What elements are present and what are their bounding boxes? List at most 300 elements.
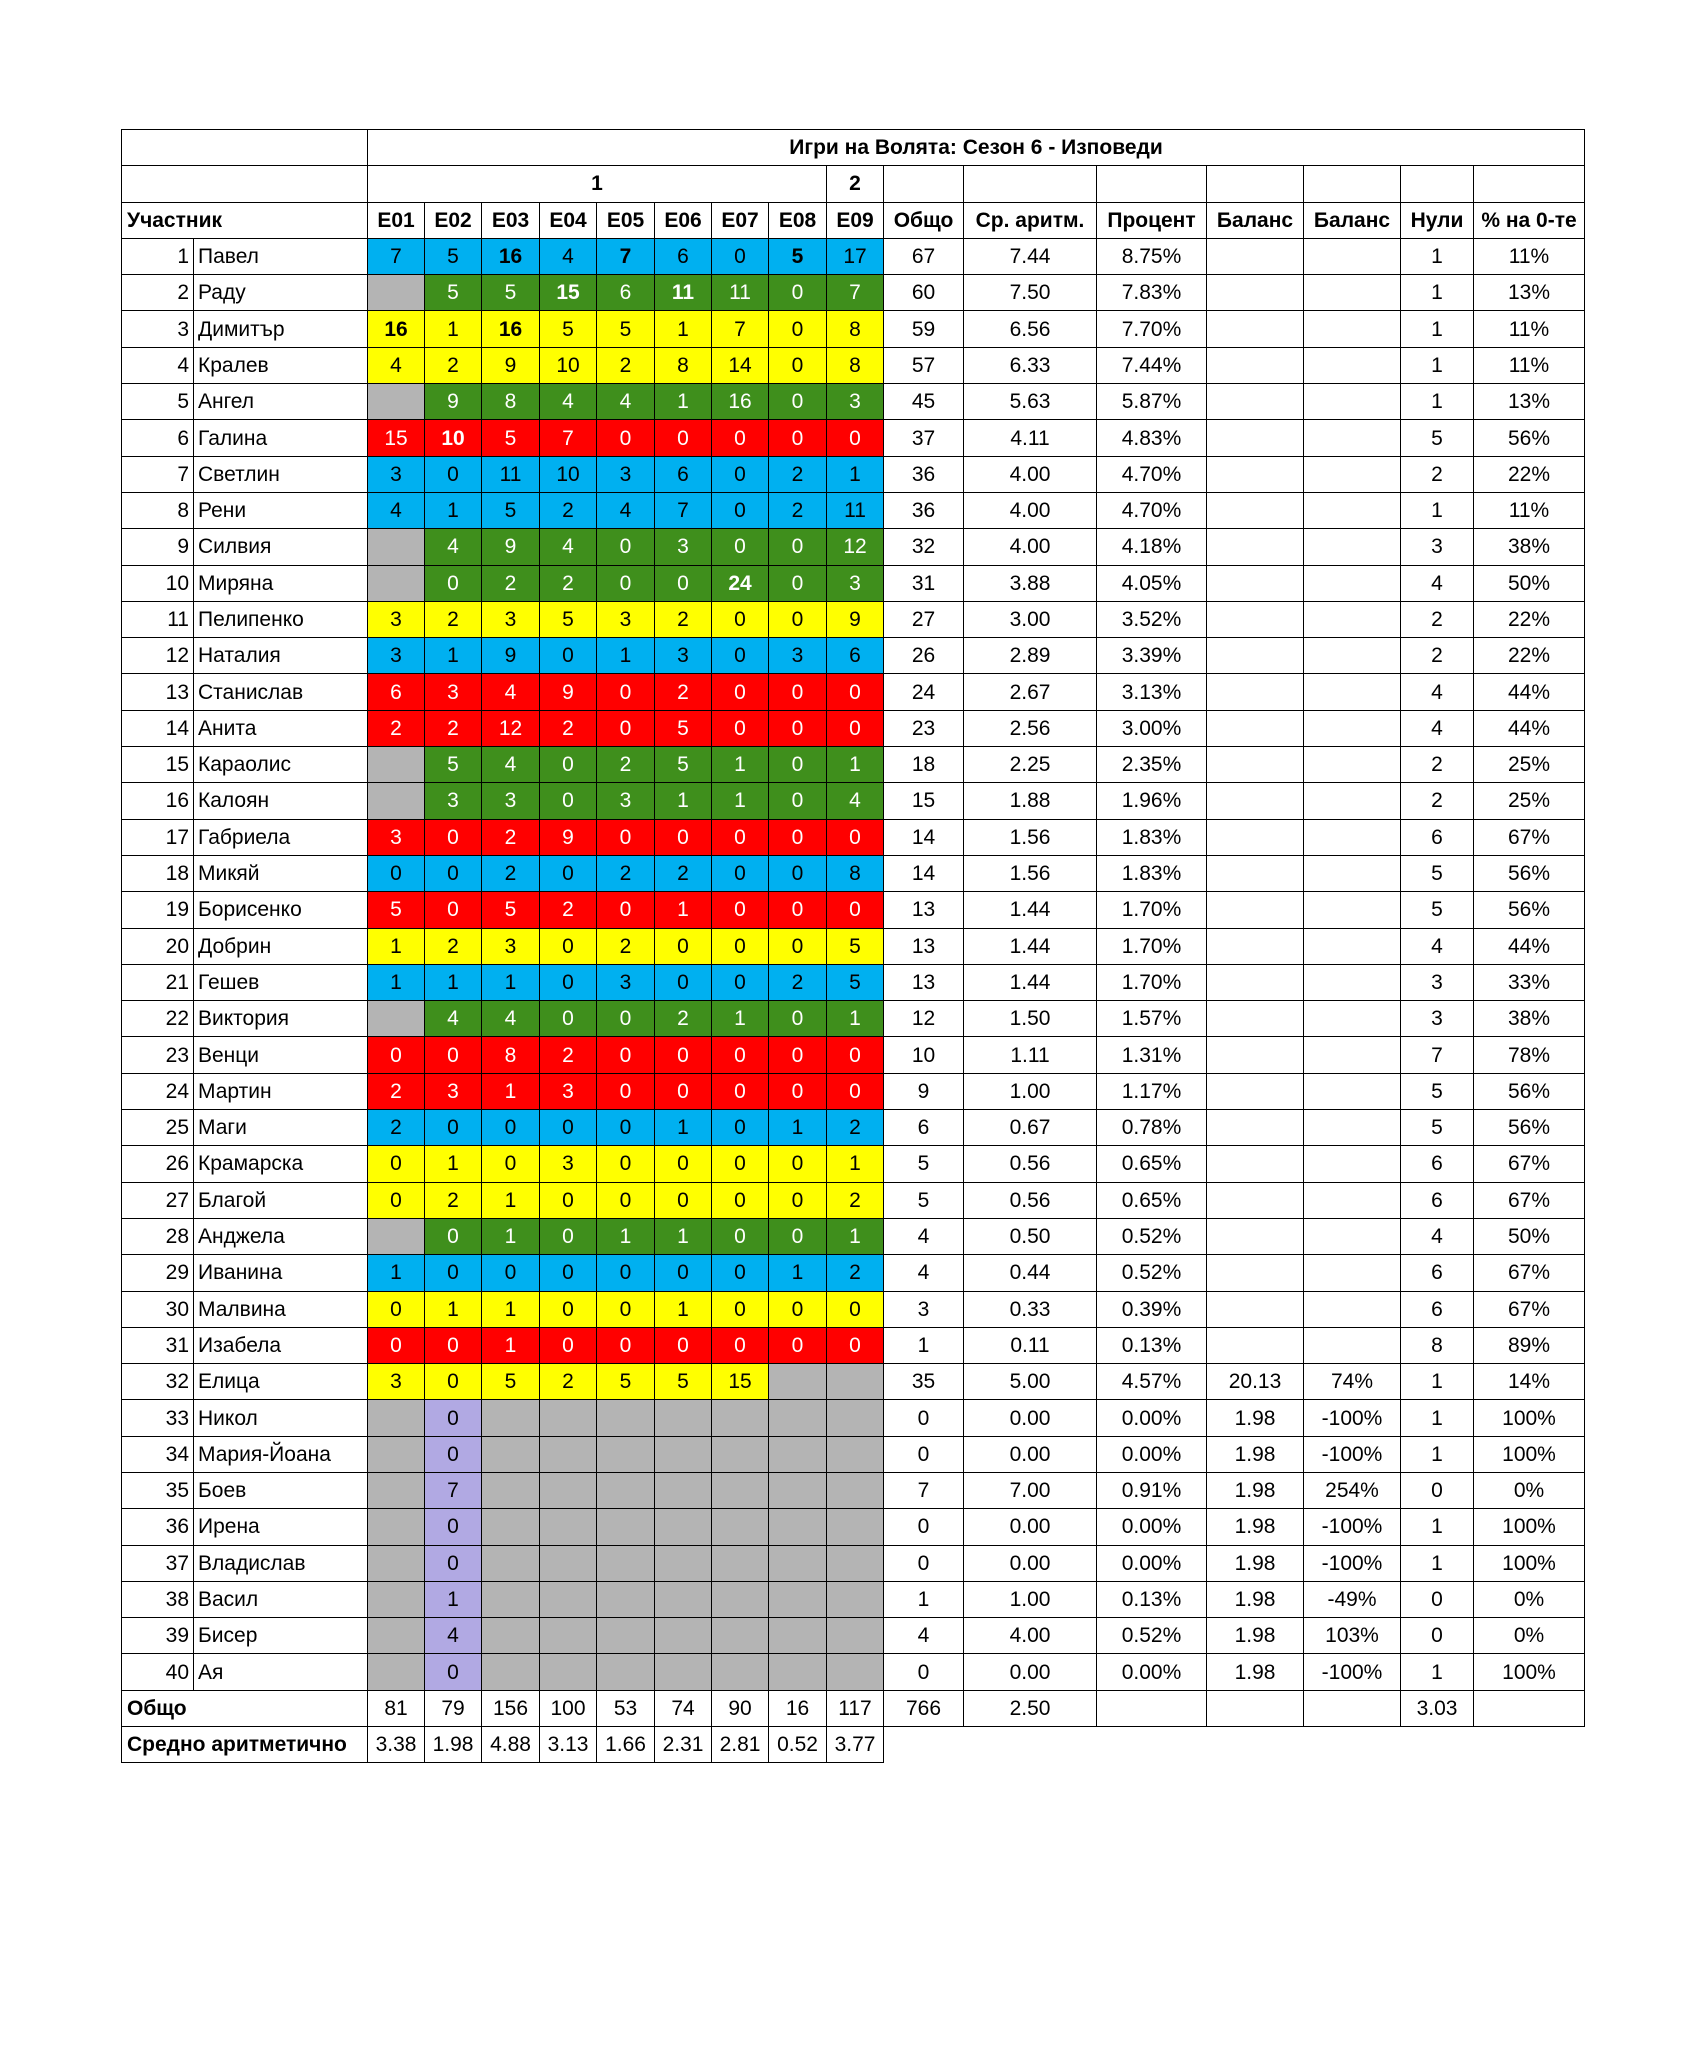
episode-score: 3 [368, 819, 425, 855]
episode-total: 53 [597, 1690, 655, 1726]
row-number: 24 [122, 1073, 194, 1109]
total-cell: 12 [884, 1001, 964, 1037]
zeros-cell: 6 [1401, 1146, 1474, 1182]
episode-score [827, 1472, 884, 1508]
participant-name: Ая [194, 1654, 368, 1690]
episode-score: 0 [368, 1327, 425, 1363]
episode-score: 0 [712, 1037, 769, 1073]
total-cell: 14 [884, 855, 964, 891]
row-number: 8 [122, 492, 194, 528]
episode-score: 10 [540, 456, 597, 492]
header-episode: E08 [769, 202, 827, 238]
episode-score: 0 [425, 892, 482, 928]
zero-percent-cell: 100% [1474, 1545, 1585, 1581]
percent-cell: 1.96% [1097, 783, 1207, 819]
episode-score: 0 [540, 1110, 597, 1146]
average-cell: 0.44 [964, 1255, 1097, 1291]
episode-score: 3 [368, 1364, 425, 1400]
balance-cell [1207, 420, 1304, 456]
episode-score: 2 [425, 347, 482, 383]
group-empty [884, 166, 964, 202]
episode-score: 8 [482, 1037, 540, 1073]
zero-percent-cell: 25% [1474, 783, 1585, 819]
balance-cell [1207, 1001, 1304, 1037]
episode-score: 0 [712, 1327, 769, 1363]
zero-percent-cell: 11% [1474, 347, 1585, 383]
episode-score: 2 [597, 747, 655, 783]
zero-percent-cell: 22% [1474, 456, 1585, 492]
episode-score: 2 [597, 347, 655, 383]
row-number: 14 [122, 710, 194, 746]
episode-score: 0 [425, 1218, 482, 1254]
zero-percent-cell: 56% [1474, 892, 1585, 928]
episode-score: 3 [482, 928, 540, 964]
table-row [122, 529, 1585, 565]
percent-cell: 4.70% [1097, 456, 1207, 492]
episode-score: 3 [597, 456, 655, 492]
episode-score: 0 [712, 819, 769, 855]
total-cell: 1 [884, 1327, 964, 1363]
average-cell: 4.00 [964, 492, 1097, 528]
episode-score: 15 [368, 420, 425, 456]
average-cell: 1.00 [964, 1581, 1097, 1617]
row-number: 10 [122, 565, 194, 601]
average-cell: 0.11 [964, 1327, 1097, 1363]
episode-score: 0 [712, 1146, 769, 1182]
zero-percent-cell: 67% [1474, 1255, 1585, 1291]
episode-average: 3.77 [827, 1727, 884, 1763]
row-number: 3 [122, 311, 194, 347]
episode-score: 17 [827, 238, 884, 274]
participant-name: Крамарска [194, 1146, 368, 1182]
average-cell: 2.89 [964, 638, 1097, 674]
episode-score: 16 [482, 311, 540, 347]
row-number: 7 [122, 456, 194, 492]
participant-name: Елица [194, 1364, 368, 1400]
episode-score: 0 [368, 1291, 425, 1327]
table-row [122, 1364, 1585, 1400]
episode-score: 5 [827, 964, 884, 1000]
episode-score: 1 [655, 384, 712, 420]
episode-score [769, 1618, 827, 1654]
episode-score: 3 [482, 601, 540, 637]
participant-name: Мартин [194, 1073, 368, 1109]
participant-name: Димитър [194, 311, 368, 347]
zeros-cell: 2 [1401, 456, 1474, 492]
table-row [122, 710, 1585, 746]
episode-score: 10 [425, 420, 482, 456]
episode-score: 0 [655, 1255, 712, 1291]
zero-percent-cell: 56% [1474, 420, 1585, 456]
participant-name: Маги [194, 1110, 368, 1146]
episode-score: 3 [540, 1146, 597, 1182]
row-number: 28 [122, 1218, 194, 1254]
episode-score: 2 [769, 964, 827, 1000]
episode-score: 0 [712, 855, 769, 891]
average-cell: 2.25 [964, 747, 1097, 783]
episode-score: 5 [827, 928, 884, 964]
episode-score: 0 [425, 1110, 482, 1146]
episode-score: 2 [655, 1001, 712, 1037]
table-row [122, 783, 1585, 819]
total-cell: 18 [884, 747, 964, 783]
episode-score: 4 [482, 674, 540, 710]
zero-percent-cell: 44% [1474, 674, 1585, 710]
episode-score: 5 [655, 747, 712, 783]
balance-cell: 1.98 [1207, 1436, 1304, 1472]
episode-score: 0 [769, 1182, 827, 1218]
average-cell: 0.33 [964, 1291, 1097, 1327]
episode-score: 2 [482, 855, 540, 891]
zeros-cell: 1 [1401, 238, 1474, 274]
percent-cell: 3.39% [1097, 638, 1207, 674]
zero-percent-cell: 50% [1474, 565, 1585, 601]
episode-score [712, 1436, 769, 1472]
episode-score: 0 [769, 384, 827, 420]
participant-name: Иванина [194, 1255, 368, 1291]
zeros-cell: 4 [1401, 1218, 1474, 1254]
balance-percent-cell [1304, 1146, 1401, 1182]
episode-score: 0 [655, 1037, 712, 1073]
total-cell: 0 [884, 1654, 964, 1690]
header-episode: E02 [425, 202, 482, 238]
percent-cell: 0.13% [1097, 1327, 1207, 1363]
episode-score: 5 [597, 311, 655, 347]
episode-score: 16 [482, 238, 540, 274]
zero-percent-cell: 44% [1474, 928, 1585, 964]
episode-score: 24 [712, 565, 769, 601]
percent-cell: 0.00% [1097, 1509, 1207, 1545]
total-cell: 0 [884, 1436, 964, 1472]
zero-percent-cell: 67% [1474, 1291, 1585, 1327]
episode-score: 5 [482, 275, 540, 311]
episode-score: 4 [425, 1001, 482, 1037]
episode-score: 0 [655, 819, 712, 855]
episode-score: 0 [769, 311, 827, 347]
episode-score [655, 1509, 712, 1545]
episode-score: 8 [827, 347, 884, 383]
zeros-cell: 1 [1401, 492, 1474, 528]
row-number: 2 [122, 275, 194, 311]
table-row [122, 638, 1585, 674]
episode-score: 5 [425, 275, 482, 311]
participant-name: Мария-Йоана [194, 1436, 368, 1472]
balance-cell: 1.98 [1207, 1581, 1304, 1617]
episode-score: 0 [769, 710, 827, 746]
zeros-cell: 6 [1401, 1255, 1474, 1291]
zeros-cell: 7 [1401, 1037, 1474, 1073]
episode-score: 9 [827, 601, 884, 637]
episode-score [827, 1436, 884, 1472]
episode-score: 5 [540, 311, 597, 347]
participant-name: Павел [194, 238, 368, 274]
episode-score: 9 [482, 347, 540, 383]
participant-name: Малвина [194, 1291, 368, 1327]
participant-name: Силвия [194, 529, 368, 565]
table-row [122, 456, 1585, 492]
episode-score [540, 1436, 597, 1472]
episode-score [827, 1618, 884, 1654]
episode-score: 2 [540, 892, 597, 928]
total-cell: 32 [884, 529, 964, 565]
episode-score: 2 [425, 710, 482, 746]
episode-score: 0 [540, 1327, 597, 1363]
average-cell: 0.56 [964, 1146, 1097, 1182]
average-cell: 7.00 [964, 1472, 1097, 1508]
episode-score: 7 [712, 311, 769, 347]
episode-score: 1 [368, 928, 425, 964]
episode-score [827, 1509, 884, 1545]
episode-score: 1 [368, 1255, 425, 1291]
episode-score: 9 [482, 529, 540, 565]
zeros-cell: 4 [1401, 674, 1474, 710]
balance-percent-cell [1304, 1291, 1401, 1327]
zero-percent-cell: 100% [1474, 1400, 1585, 1436]
percent-cell: 1.83% [1097, 819, 1207, 855]
episode-score: 0 [482, 1255, 540, 1291]
episode-score [827, 1400, 884, 1436]
zero-percent-cell: 38% [1474, 529, 1585, 565]
episode-score: 0 [712, 674, 769, 710]
table-row [122, 565, 1585, 601]
balance-cell [1207, 710, 1304, 746]
average-cell: 1.44 [964, 892, 1097, 928]
participant-name: Анита [194, 710, 368, 746]
zeros-cell: 3 [1401, 1001, 1474, 1037]
balance-cell [1207, 1037, 1304, 1073]
row-number: 4 [122, 347, 194, 383]
participant-name: Микяй [194, 855, 368, 891]
zero-percent-cell: 33% [1474, 964, 1585, 1000]
percent-cell: 7.70% [1097, 311, 1207, 347]
balance-cell: 1.98 [1207, 1545, 1304, 1581]
participant-name: Станислав [194, 674, 368, 710]
zeros-cell: 1 [1401, 1364, 1474, 1400]
total-cell: 24 [884, 674, 964, 710]
episode-score: 1 [425, 311, 482, 347]
total-cell: 0 [884, 1545, 964, 1581]
episode-score: 0 [597, 892, 655, 928]
episode-score: 0 [769, 529, 827, 565]
episode-score [769, 1400, 827, 1436]
balance-percent-cell [1304, 347, 1401, 383]
episode-score: 0 [425, 1545, 482, 1581]
percent-cell: 4.83% [1097, 420, 1207, 456]
participant-name: Караолис [194, 747, 368, 783]
balance-percent-cell [1304, 1182, 1401, 1218]
average-cell: 0.67 [964, 1110, 1097, 1146]
total-cell: 36 [884, 456, 964, 492]
episode-average: 1.66 [597, 1727, 655, 1763]
episode-score: 2 [368, 1073, 425, 1109]
episode-total: 74 [655, 1690, 712, 1726]
episode-score [769, 1654, 827, 1690]
episode-score [597, 1545, 655, 1581]
episode-score: 2 [425, 928, 482, 964]
episode-score: 0 [597, 1001, 655, 1037]
header-episode: E09 [827, 202, 884, 238]
grand-total: 766 [884, 1690, 964, 1726]
table-row [122, 238, 1585, 274]
episode-score [540, 1400, 597, 1436]
percent-cell: 2.35% [1097, 747, 1207, 783]
percent-cell: 4.57% [1097, 1364, 1207, 1400]
episode-score: 0 [540, 1182, 597, 1218]
zeros-cell: 1 [1401, 1400, 1474, 1436]
episode-score [482, 1509, 540, 1545]
total-cell: 5 [884, 1146, 964, 1182]
average-cell: 0.00 [964, 1509, 1097, 1545]
total-cell: 60 [884, 275, 964, 311]
average-cell: 0.00 [964, 1654, 1097, 1690]
episode-score: 0 [827, 674, 884, 710]
row-number: 38 [122, 1581, 194, 1617]
row-number: 30 [122, 1291, 194, 1327]
total-cell: 5 [884, 1182, 964, 1218]
balance-percent-cell: -100% [1304, 1509, 1401, 1545]
episode-average: 3.13 [540, 1727, 597, 1763]
episode-score: 6 [655, 456, 712, 492]
episode-score: 7 [425, 1472, 482, 1508]
episode-score [368, 1472, 425, 1508]
episode-score: 1 [827, 456, 884, 492]
episode-score [368, 747, 425, 783]
empty-cell [1304, 1690, 1401, 1726]
balance-percent-cell: 254% [1304, 1472, 1401, 1508]
balance-percent-cell: 74% [1304, 1364, 1401, 1400]
total-cell: 4 [884, 1255, 964, 1291]
total-cell: 45 [884, 384, 964, 420]
episode-score: 6 [827, 638, 884, 674]
episode-score: 2 [425, 601, 482, 637]
episode-score: 3 [655, 638, 712, 674]
row-number: 23 [122, 1037, 194, 1073]
row-number: 13 [122, 674, 194, 710]
percent-cell: 1.83% [1097, 855, 1207, 891]
episode-score [368, 275, 425, 311]
total-cell: 10 [884, 1037, 964, 1073]
episode-score: 0 [597, 420, 655, 456]
percent-cell: 1.70% [1097, 928, 1207, 964]
episode-score: 0 [769, 747, 827, 783]
episode-score: 15 [540, 275, 597, 311]
zero-percent-cell: 38% [1474, 1001, 1585, 1037]
episode-score [769, 1364, 827, 1400]
episode-score: 2 [540, 565, 597, 601]
zero-percent-cell: 22% [1474, 638, 1585, 674]
zeros-cell: 5 [1401, 855, 1474, 891]
total-cell: 13 [884, 964, 964, 1000]
episode-score: 0 [540, 928, 597, 964]
episode-score [597, 1654, 655, 1690]
episode-score: 0 [827, 1073, 884, 1109]
episode-score [769, 1581, 827, 1617]
episode-score: 0 [425, 1436, 482, 1472]
balance-percent-cell: -100% [1304, 1436, 1401, 1472]
episode-average: 2.31 [655, 1727, 712, 1763]
table-row [122, 964, 1585, 1000]
percent-cell: 4.05% [1097, 565, 1207, 601]
episode-score: 0 [655, 964, 712, 1000]
episode-score: 0 [827, 710, 884, 746]
episode-score [368, 384, 425, 420]
zero-percent-cell: 56% [1474, 855, 1585, 891]
episode-score: 1 [827, 1218, 884, 1254]
percent-cell: 0.52% [1097, 1618, 1207, 1654]
row-number: 27 [122, 1182, 194, 1218]
episode-score: 0 [425, 1364, 482, 1400]
row-number: 9 [122, 529, 194, 565]
percent-cell: 0.65% [1097, 1182, 1207, 1218]
episode-score: 0 [425, 1654, 482, 1690]
balance-cell [1207, 1110, 1304, 1146]
episode-score: 9 [425, 384, 482, 420]
episode-score [540, 1654, 597, 1690]
episode-score: 1 [769, 1255, 827, 1291]
zero-percent-cell: 11% [1474, 311, 1585, 347]
zero-percent-cell: 22% [1474, 601, 1585, 637]
row-number: 1 [122, 238, 194, 274]
balance-percent-cell [1304, 1218, 1401, 1254]
episode-score: 0 [769, 1327, 827, 1363]
table-row [122, 1110, 1585, 1146]
episode-score: 0 [827, 420, 884, 456]
average-cell: 5.00 [964, 1364, 1097, 1400]
table-row [122, 601, 1585, 637]
total-cell: 13 [884, 892, 964, 928]
episode-score [655, 1400, 712, 1436]
balance-percent-cell [1304, 674, 1401, 710]
episode-score: 5 [482, 420, 540, 456]
episode-score: 1 [482, 1182, 540, 1218]
episode-score [827, 1654, 884, 1690]
zeros-cell: 2 [1401, 783, 1474, 819]
percent-cell: 0.78% [1097, 1110, 1207, 1146]
average-cell: 6.33 [964, 347, 1097, 383]
percent-cell: 1.70% [1097, 964, 1207, 1000]
episode-score: 4 [540, 238, 597, 274]
episode-score: 4 [368, 347, 425, 383]
episode-score: 2 [482, 565, 540, 601]
balance-cell [1207, 529, 1304, 565]
balance-cell: 1.98 [1207, 1618, 1304, 1654]
episode-score: 0 [712, 1073, 769, 1109]
balance-cell [1207, 819, 1304, 855]
episode-score: 0 [712, 638, 769, 674]
balance-percent-cell [1304, 638, 1401, 674]
balance-percent-cell: -100% [1304, 1654, 1401, 1690]
episode-score: 1 [827, 747, 884, 783]
episode-average: 0.52 [769, 1727, 827, 1763]
zero-percent-cell: 25% [1474, 747, 1585, 783]
zeros-cell: 2 [1401, 747, 1474, 783]
table-row [122, 1037, 1585, 1073]
balance-percent-cell [1304, 384, 1401, 420]
episode-score: 0 [712, 529, 769, 565]
episode-score: 0 [482, 1110, 540, 1146]
table-row [122, 1654, 1585, 1690]
group-empty [1097, 166, 1207, 202]
episode-score: 0 [597, 819, 655, 855]
episode-score: 0 [712, 492, 769, 528]
episode-score: 4 [368, 492, 425, 528]
episode-score: 2 [827, 1182, 884, 1218]
episode-score: 0 [712, 928, 769, 964]
table-row [122, 347, 1585, 383]
zero-percent-cell: 14% [1474, 1364, 1585, 1400]
episode-score [827, 1581, 884, 1617]
episode-score [712, 1545, 769, 1581]
